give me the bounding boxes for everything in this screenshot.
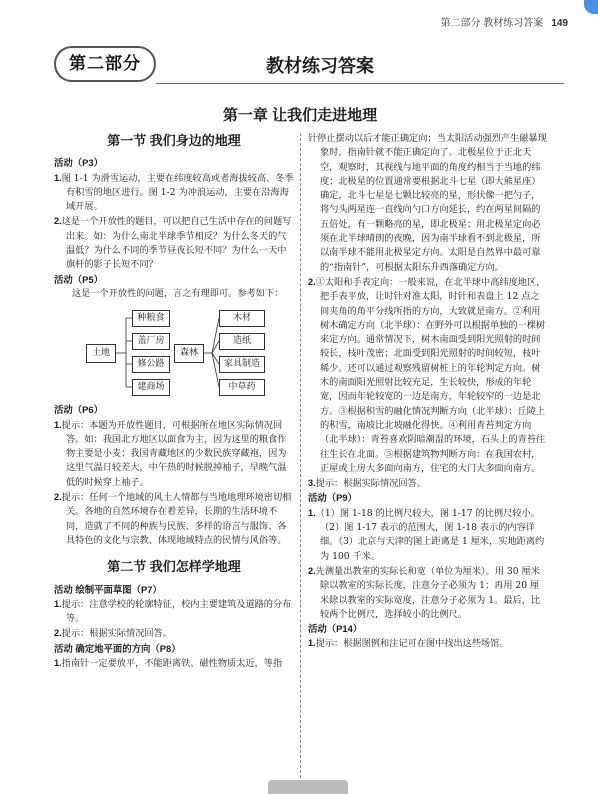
corner-tab — [584, 0, 598, 14]
answer-p6-2 — [54, 490, 294, 548]
title-rule — [156, 83, 564, 84]
answer-p7-1 — [54, 597, 294, 627]
diagram-forest-use: 中草药 — [219, 379, 265, 396]
answer-text: 提示：任何一个地域的风土人情都与当地地理环境密切相关。各地的自然环境存在着差异，长期的生活环境不同，造就了不同的种族与民族、多样的语言与服饰、各具特色的文化与宗教、体现地域特点的民情与风俗等。 — [61, 492, 292, 546]
answer-number: 1. — [308, 507, 316, 518]
diagram-land-use: 建商场 — [132, 379, 170, 396]
activity-p3-label: 活动（P3） — [54, 157, 103, 169]
chapter-title: 第一章 让我们走进地理 — [222, 107, 378, 124]
answer-p14-1 — [308, 636, 548, 651]
diagram-forest-use: 木材 — [219, 310, 265, 327]
bottom-page-tab — [268, 780, 348, 794]
answer-text: 指南针一定要放平，不能距离铁、磁性物质太近，等指 — [61, 658, 283, 670]
part-label: 第二部分 — [54, 46, 156, 82]
answer-number: 1. — [308, 638, 316, 649]
column-divider — [300, 133, 301, 783]
answer-p8-1-continued: 针停止摆动以后才能正确定向；当太阳活动强烈产生磁暴现象时，指南针就不能正确定向了。北极星位于正北天空，观察时，其视线与地平面的角度约相当于当地的纬度；北极星的位置通常要根据北斗七星（即大熊星座）确定，北斗七星是七颗比较亮的星，形状像一把勺子，将勺头两星连一直线向勺口方向延长，约在两星间隔的五倍处，有一颗略亮的星，即北极星；用北极星定向必须在北半球晴朗的夜晚，因为南半球看不到北极星，所以南半球不能用北极星定方向。太阳是自然界中最可靠的“指南针”，可根据太阳东升西落确定方向。 — [308, 133, 547, 273]
left-column — [54, 132, 294, 671]
answer-number: 1. — [54, 419, 62, 430]
answer-p3-1 — [54, 171, 294, 215]
answer-text: 提示：根据实际情况回答。 — [61, 628, 172, 640]
answer-text: 先测量出教室的实际长和宽（单位为厘米）。用 30 厘米除以教室的实际长度，注意分子必须为 1；再用 20 厘米除以教室的实际宽度，注意分子必须为 1。最后，比较两个比例尺，选择较小的比例尺。 — [315, 565, 541, 620]
section-1-title: 第一节 我们身边的地理 — [107, 133, 241, 148]
answer-number: 1. — [54, 598, 62, 609]
answer-number: 2. — [54, 492, 62, 503]
activity-p6-label: 活动（P6） — [54, 404, 103, 416]
header-section: 第二部分 教材练习答案 — [440, 18, 544, 29]
answer-number: 2. — [308, 276, 316, 287]
right-column — [308, 132, 548, 652]
land-forest-diagram — [54, 303, 294, 399]
answer-number: 3. — [308, 478, 316, 489]
answer-p8-2 — [308, 275, 548, 476]
answer-number: 1. — [54, 172, 62, 183]
page-number: 149 — [551, 18, 568, 29]
answer-text: 提示：注意学校的轮廓特征，校内主要建筑及道路的分布等。 — [61, 598, 292, 625]
diagram-land-use: 盖厂房 — [132, 333, 170, 350]
answer-p9-1 — [308, 506, 548, 564]
answer-p5-intro: 这是一个开放性的问题，言之有理即可。参考如下： — [72, 287, 284, 299]
answer-text: ①太阳和手表定向：一般来说，在北半球中高纬度地区，把手表平放，让时针对准太阳，时针和表盘上 12 点之间夹角的角平分线所指的方向，大致就是南方。②利用树木确定方向（北半球）：在野外可以根据单独的一棵树来定方向。通常情况下，树木南面受到阳光照射的时间较长，枝叶茂密；北面受到阳光照射的时间较短，枝叶稀少。还可以通过观察残留树桩上的年轮判定方向。树木的南面阳光照射比较充足，生长较快，形成的年轮宽，因而年轮较宽的一边是南方，年轮较窄的一边是北方。③根据积雪的融化情况判断方向（北半球）：丘陵上的积雪，南坡比北坡融化得快。④利用青苔判定方向（北半球）：青苔喜欢阴暗潮湿的环境，石头上的青苔往往生长在北面。⑤根据建筑物判断方向：在我国农村，正屋或上房大多面向南方，住宅的大门大多面向南方。 — [315, 276, 546, 474]
activity-p7-label: 活动 绘制平面草图（P7） — [54, 583, 162, 595]
answer-text: 提示：本题为开放性题目，可根据所在地区实际情况回答。如：我国北方地区以面食为主，因为这里的粮食作物主要是小麦；我国青藏地区的少数民族穿藏袍，因为这里气温日较差大，中午热的时候脱掉袖子，早晚气温低的时候穿上袖子。 — [61, 419, 287, 488]
page-title: 教材练习答案 — [266, 56, 374, 76]
diagram-land-use: 种粮食 — [132, 310, 170, 327]
section-2-title: 第二节 我们怎样学地理 — [107, 559, 241, 575]
answer-p8-1 — [54, 656, 294, 671]
answer-p8-3 — [308, 476, 548, 491]
activity-p14-label: 活动（P14） — [308, 623, 363, 635]
answer-text: 提示：根据图例和注记可在图中找出这些场馆。 — [315, 638, 509, 650]
answer-number: 2. — [54, 628, 62, 639]
answer-number: 2. — [54, 216, 62, 227]
answer-text: 图 1-1 为滑雪运动，主要在纬度较高或者海拔较高、冬季有积雪的地区进行。图 1-2 为冲浪运动，主要在沿海海域开展。 — [61, 172, 294, 213]
answer-p6-1 — [54, 418, 294, 490]
answer-text: （1）图 1-18 的比例尺较大，图 1-17 的比例尺较小。（2）图 1-17 表示的范围大，图 1-18 表示的内容详细。（3）北京与天津的图上距离是 1 厘米，实地距离约为 100 千米。 — [315, 507, 545, 562]
diagram-forest-use: 造纸 — [219, 333, 265, 350]
answer-number: 2. — [308, 565, 316, 576]
answer-text: 提示：根据实际情况回答。 — [315, 478, 426, 490]
activity-p5-label: 活动（P5） — [54, 273, 103, 285]
activity-p8-label: 活动 确定地平面的方向（P8） — [54, 642, 181, 654]
diagram-land-use: 修公路 — [132, 356, 170, 373]
answer-number: 1. — [54, 658, 62, 669]
answer-p7-2 — [54, 626, 294, 641]
activity-p9-label: 活动（P9） — [308, 492, 357, 504]
running-header — [441, 14, 568, 29]
answer-p9-2 — [308, 564, 548, 622]
answer-text: 这是一个开放性的题目，可以把自己生活中存在的问题写出来。如：为什么南北半球季节相反？为什么冬天的气温低？为什么不同的季节昼夜长短不同？为什么一天中旗杆的影子长短不同？ — [61, 216, 292, 271]
diagram-forest: 森林 — [174, 344, 204, 363]
diagram-forest-use: 家具制造 — [219, 356, 265, 373]
diagram-land: 土地 — [86, 344, 116, 363]
answer-p3-2 — [54, 214, 294, 272]
